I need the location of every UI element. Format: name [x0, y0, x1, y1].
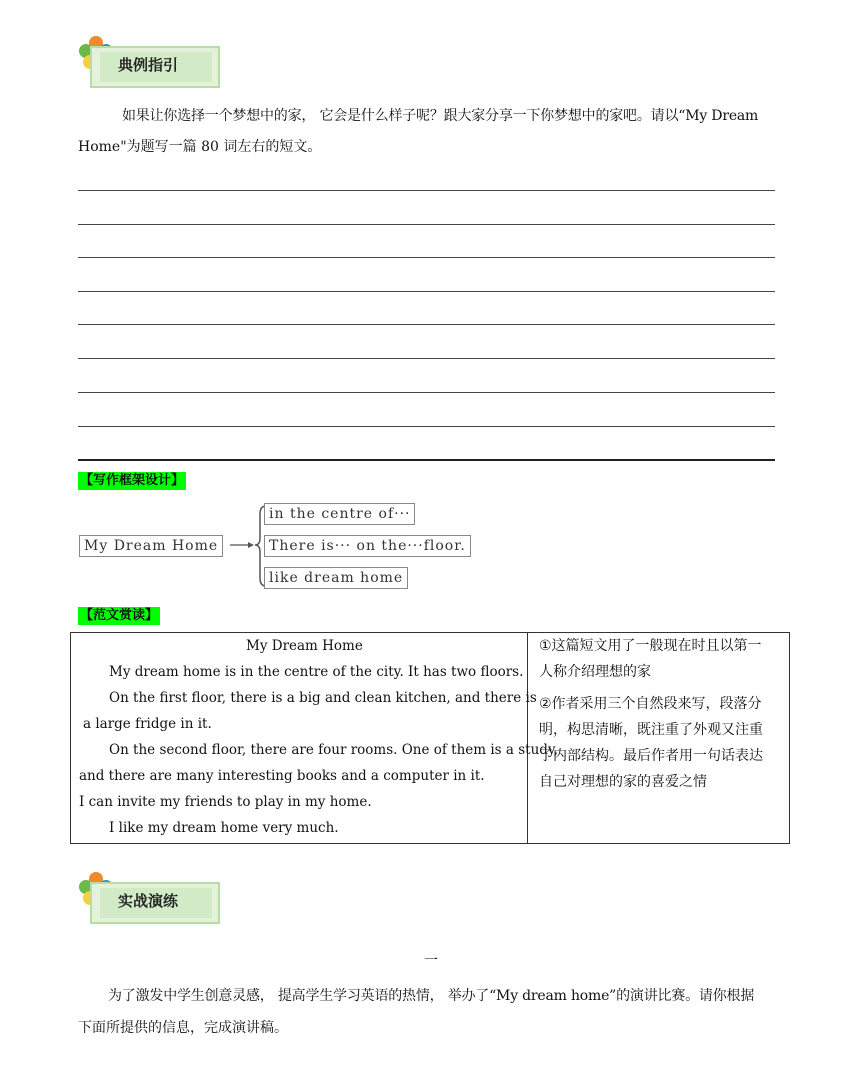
section-badge-example — [76, 34, 226, 98]
writing-line — [78, 426, 775, 427]
sample-table — [70, 632, 790, 844]
note-line: 自己对理想的家的喜爱之情 — [539, 774, 707, 790]
sample-label: 【范文赏读】 — [80, 608, 159, 623]
prompt-line-1: 如果让你选择一个梦想中的家， 它会是什么样子呢？跟大家分享一下你梦想中的家吧。请以“My Dream — [122, 108, 759, 124]
note-line: ②作者采用三个自然段来写，段落分 — [539, 696, 762, 712]
section-badge-practice — [76, 870, 226, 934]
writing-line — [78, 257, 775, 258]
framework-branch-1: in the centre of··· — [264, 503, 415, 525]
writing-line — [78, 324, 775, 325]
sample-line: On the first floor, there is a big and clean kitchen, and there is — [109, 690, 537, 706]
exercise-line-2: 下面所提供的信息，完成演讲稿。 — [78, 1020, 288, 1036]
note-line: ①这篇短文用了一般现在时且以第一 — [539, 638, 762, 654]
sample-line: On the second floor, there are four rooms. One of them is a study, — [109, 742, 559, 758]
note-line: 明，构思清晰，既注重了外观又注重 — [539, 722, 763, 738]
framework-branch-3: like dream home — [264, 567, 408, 589]
section-title: 典例指引 — [118, 56, 179, 74]
writing-line — [78, 190, 775, 191]
writing-line — [78, 392, 775, 393]
sample-line: I can invite my friends to play in my home. — [79, 794, 372, 810]
writing-line — [78, 224, 775, 225]
sample-line: a large fridge in it. — [83, 716, 212, 732]
writing-line — [78, 358, 775, 359]
note-line: 了内部结构。最后作者用一句话表达 — [539, 748, 763, 764]
sample-line: and there are many interesting books and a computer in it. — [79, 768, 485, 784]
framework-branch-2: There is··· on the···floor. — [264, 535, 471, 557]
exercise-line-1: 为了激发中学生创意灵感， 提高学生学习英语的热情， 举办了“My dream home”的演讲比赛。请你根据 — [108, 988, 755, 1004]
note-line: 人称介绍理想的家 — [539, 664, 651, 680]
sample-title: My Dream Home — [246, 638, 363, 654]
writing-line — [78, 459, 775, 461]
brace-connector — [228, 500, 268, 592]
sample-line: I like my dream home very much. — [109, 820, 339, 836]
writing-line — [78, 291, 775, 292]
framework-root: My Dream Home — [79, 535, 223, 557]
sample-line: My dream home is in the centre of the city. It has two floors. — [109, 664, 524, 680]
exercise-number: 一 — [424, 953, 438, 969]
section-title: 实战演练 — [118, 892, 179, 910]
framework-label: 【写作框架设计】 — [80, 473, 185, 488]
prompt-line-2: Home"为题写一篇 80 词左右的短文。 — [78, 139, 322, 155]
